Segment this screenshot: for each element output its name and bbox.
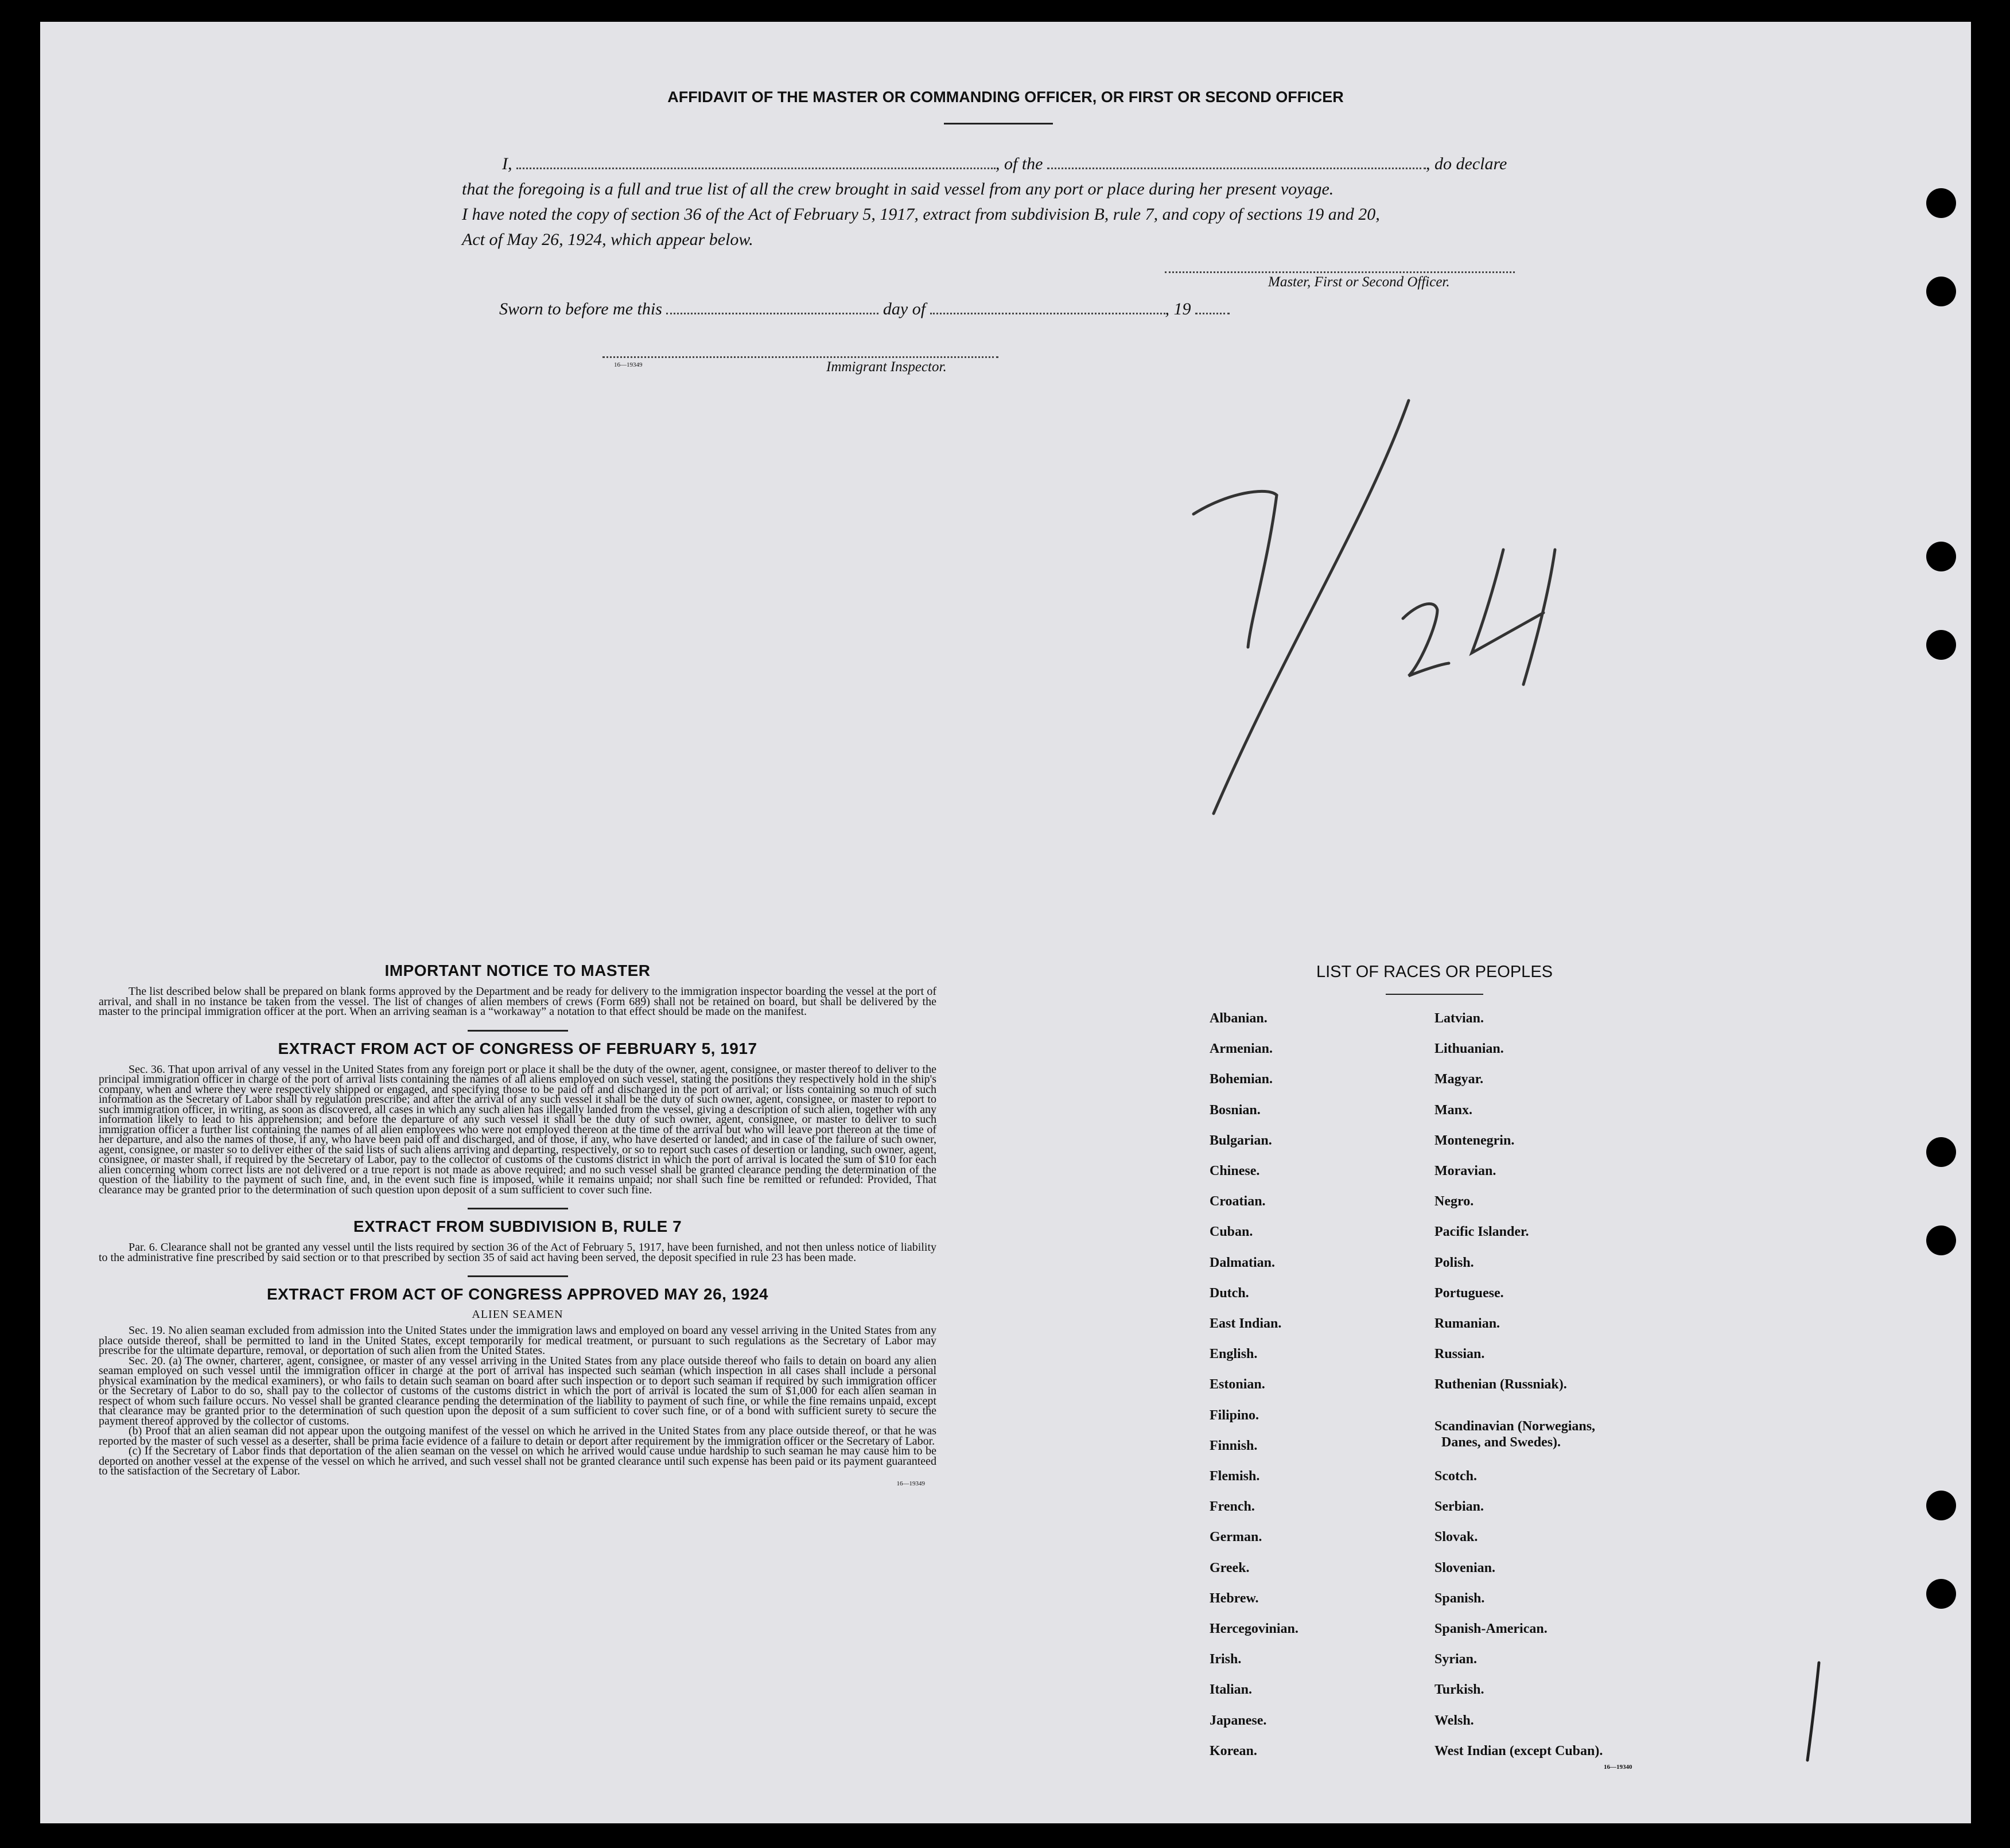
race-item: Scotch.	[1434, 1469, 1477, 1484]
divider	[468, 1208, 568, 1209]
extract-1917-text: Sec. 36. That upon arrival of any vessel in the United States from any foreign port or place it shall be the duty of the owner, agent, consignee, or master thereof to deliver to the principal immigration officer in charge of the port of arrival lists containing the names of all aliens employed on such vessel, stating the positions they respectively hold in the ship's company, when and where they were respectively shipped or engaged, and specifying those to be paid off and discharged in the port of arrival; or lists containing so much of such information as the Secretary of Labor shall by regulation prescribe; and after the arrival of any such vessel it shall be the duty of such owner, agent, consignee, or master to report to such immigration officer, in writing, as soon as discovered, all cases in which any such alien has illegally landed from the vessel, giving a description of such alien, together with any information likely to lead to his apprehension; and before the departure of any such vessel it shall be the duty of such owner, agent, consignee, or master to deliver to such immigration officer a further list containing the names of all alien employees who were not employed thereon at the time of the arrival but who will leave port thereon at the time of her departure, and also the names of those, if any, who have been paid off and discharged, and of those, if any, who have deserted or landed; and in case of the failure of such owner, agent, consignee, or master so to deliver either of the said lists of such aliens arriving and departing, respectively, or so to report such cases of desertion or landing, such owner, agent, consignee, or master shall, if required by the Secretary of Labor, pay to the collector of customs of the customs district in which the port of arrival is located the sum of $10 for each alien concerning whom correct lists are not delivered or a true report is not made as above required; and no such vessel shall be granted clearance pending the determination of the question of the liability to the payment of such fine, and, in the event such fine is imposed, while it remains unpaid; nor shall such fine be remitted or refunded: Provided, That clearance may be granted prior to the determination of such question upon deposit of a sum sufficient to cover such fine.	[99, 1063, 936, 1196]
declaration-line-4: Act of May 26, 1924, which appear below.	[462, 230, 753, 249]
race-item: Turkish.	[1434, 1682, 1484, 1698]
handwritten-date	[1182, 378, 1595, 825]
divider	[1386, 994, 1483, 995]
race-item: Moravian.	[1434, 1164, 1496, 1178]
race-item: Bosnian.	[1210, 1102, 1261, 1118]
extract-1924-title: EXTRACT FROM ACT OF CONGRESS APPROVED MAY 26, 1924	[267, 1285, 768, 1303]
race-item: West Indian (except Cuban).	[1434, 1743, 1603, 1758]
vessel-blank	[1047, 167, 1426, 169]
form-sheet	[40, 22, 1971, 1823]
race-item: Finnish.	[1210, 1438, 1258, 1453]
master-signature-line	[1165, 271, 1515, 273]
race-item-scandinavian	[1434, 1418, 1595, 1450]
extract-1924-subtitle: ALIEN SEAMEN	[472, 1308, 563, 1321]
race-item: Flemish.	[1210, 1469, 1260, 1484]
race-item: Negro.	[1434, 1194, 1474, 1209]
race-item: German.	[1210, 1530, 1262, 1545]
punch-hole	[1926, 277, 1956, 306]
race-item: Spanish-American.	[1434, 1621, 1548, 1636]
race-item: Welsh.	[1434, 1713, 1474, 1728]
race-item: Cuban.	[1210, 1224, 1253, 1240]
race-item: Latvian.	[1434, 1011, 1484, 1026]
master-signature-label: Master, First or Second Officer.	[1268, 274, 1450, 290]
inspector-label: Immigrant Inspector.	[826, 359, 947, 375]
affidavit-title: AFFIDAVIT OF THE MASTER OR COMMANDING OFFICER, OR FIRST OR SECOND OFFICER	[667, 88, 1344, 106]
race-item: East Indian.	[1210, 1316, 1282, 1331]
race-item: Ruthenian (Russniak).	[1434, 1377, 1567, 1392]
race-item: Chinese.	[1210, 1164, 1260, 1178]
race-item: Dalmatian.	[1210, 1255, 1275, 1270]
sworn-year-blank	[1195, 312, 1230, 314]
race-item: Irish.	[1210, 1652, 1242, 1667]
form-number: 16—19349	[614, 361, 643, 368]
sworn-line: Sworn to before me this day of , 19	[499, 299, 1230, 319]
punch-hole	[1926, 630, 1956, 660]
race-item: Bulgarian.	[1210, 1133, 1272, 1148]
race-item: Italian.	[1210, 1682, 1253, 1698]
race-item: Croatian.	[1210, 1194, 1266, 1209]
divider	[468, 1275, 568, 1277]
race-item: Pacific Islander.	[1434, 1224, 1529, 1240]
sec-20c-text: (c) If the Secretary of Labor finds that deportation of the alien seaman on the vessel on which he arrived would cause undue hardship to such seaman he may cause him to be deported on another vessel at the expense of the vessel on which he arrived, and such vessel shall not be granted clearance until such expense has been paid or its payment guaranteed to the satisfaction of the Secretary of Labor.	[99, 1445, 936, 1477]
form-number: 16—19340	[1604, 1764, 1632, 1771]
race-item-line: Scandinavian (Norwegians,	[1434, 1419, 1596, 1434]
race-item: Russian.	[1434, 1347, 1485, 1362]
punch-hole	[1926, 1225, 1956, 1255]
sec-19-text: Sec. 19. No alien seaman excluded from admission into the United States under the immigration laws and employed on board any vessel arriving in the United States from any place outside thereof, shall be permitted to land in the United States, except temporarily for medical treatment, or pursuant to such regulations as the Secretary of Labor may prescribe for the ultimate departure, removal, or deportation of such alien from the United States.	[99, 1324, 936, 1357]
race-item: Bohemian.	[1210, 1072, 1273, 1087]
punch-hole	[1926, 188, 1956, 218]
punch-hole	[1926, 1579, 1956, 1609]
race-item-line: Danes, and Swedes).	[1441, 1435, 1561, 1450]
inspector-signature-line	[602, 356, 998, 358]
race-item: Spanish.	[1434, 1590, 1485, 1606]
declaration-line-3: I have noted the copy of section 36 of the Act of February 5, 1917, extract from subdivision B, rule 7, and copy of sections 19 and 20,	[462, 205, 1380, 224]
name-blank	[516, 167, 996, 169]
divider	[468, 1030, 568, 1032]
declaration-line-1: I, , of the , do declare	[502, 154, 1507, 173]
race-item: English.	[1210, 1347, 1258, 1362]
race-item: Filipino.	[1210, 1407, 1259, 1423]
race-item: Armenian.	[1210, 1041, 1273, 1057]
notice-title: IMPORTANT NOTICE TO MASTER	[384, 962, 651, 979]
notice-text: The list described below shall be prepared on blank forms approved by the Department and be ready for delivery to the immigration inspector boarding the vessel at the port of arrival, and shall in no instance be taken from the vessel. The list of changes of alien members of crews (Form 689) shall not be retained on board, but shall be delivered by the master to the principal immigration officer at the port. When an arriving seaman is a “workaway” a notation to that effect should be made on the manifest.	[99, 985, 936, 1018]
races-title: LIST OF RACES OR PEOPLES	[1316, 963, 1553, 981]
handwritten-mark	[1796, 1657, 1825, 1772]
race-item: Portuguese.	[1434, 1285, 1504, 1301]
race-item: Slovak.	[1434, 1530, 1478, 1545]
punch-hole	[1926, 1137, 1956, 1167]
declaration-line-2: that the foregoing is a full and true list of all the crew brought in said vessel from any port or place during her present voyage.	[462, 180, 1334, 199]
rule-7-text: Par. 6. Clearance shall not be granted any vessel until the lists required by section 36 of the Act of February 5, 1917, have been furnished, and not then unless notice of liability to the administrative fine prescribed by said section or to that prescribed by section 35 of said act having been served, the deposit specified in rule 23 has been made.	[99, 1241, 936, 1264]
race-item: Slovenian.	[1434, 1560, 1496, 1575]
legal-extracts	[99, 962, 936, 1487]
sworn-month-blank	[930, 312, 1165, 314]
race-item: Hercegovinian.	[1210, 1621, 1298, 1636]
sec-20b-text: (b) Proof that an alien seaman did not appear upon the outgoing manifest of the vessel on which he arrived in the United States from any place outside thereof, or that he was reported by the master of such vessel as a deserter, shall be prima facie evidence of a failure to detain or deport after requirement by the immigration officer or the Secretary of Labor.	[99, 1425, 936, 1448]
race-item: Montenegrin.	[1434, 1133, 1515, 1148]
sec-20a-text: Sec. 20. (a) The owner, charterer, agent, consignee, or master of any vessel arriving in the United States from any place outside thereof who fails to detain on board any alien seaman employed on such vessel until the immigration officer in charge at the port of arrival has inspected such seaman (which inspection in all cases shall include a personal physical examination by the medical examiners), or who fails to detain such seaman on board after such inspection or to deport such seaman if required by such immigration officer or the Secretary of Labor to do so, shall pay to the collector of customs of the customs district in which the port of arrival is located the sum of $1,000 for each alien seaman in respect of whom such failure occurs. No vessel shall be granted clearance pending the determination of the liability to payment of such fine, or while the fine remains unpaid, except that clearance may be granted prior to the determination of such question upon the deposit of a sum sufficient to cover such fine, or of a bond with sufficient surety to secure the payment thereof approved by the collector of customs.	[99, 1354, 936, 1427]
race-item: Estonian.	[1210, 1377, 1265, 1392]
punch-hole	[1926, 542, 1956, 571]
race-item: Lithuanian.	[1434, 1041, 1504, 1057]
race-item: Polish.	[1434, 1255, 1474, 1270]
race-item: Rumanian.	[1434, 1316, 1500, 1331]
race-item: Japanese.	[1210, 1713, 1267, 1728]
race-item: Korean.	[1210, 1743, 1257, 1758]
rule-7-title: EXTRACT FROM SUBDIVISION B, RULE 7	[353, 1217, 682, 1235]
divider	[944, 123, 1053, 125]
race-item: Magyar.	[1434, 1072, 1484, 1087]
race-item: Manx.	[1434, 1102, 1472, 1118]
punch-hole	[1926, 1491, 1956, 1520]
race-item: Greek.	[1210, 1560, 1250, 1575]
sworn-day-blank	[666, 312, 878, 314]
race-item: Albanian.	[1210, 1011, 1268, 1026]
race-item: Serbian.	[1434, 1499, 1484, 1515]
race-item: French.	[1210, 1499, 1255, 1515]
affidavit-declaration	[462, 151, 1575, 252]
extract-1917-title: EXTRACT FROM ACT OF CONGRESS OF FEBRUARY 5, 1917	[278, 1039, 757, 1057]
race-item: Syrian.	[1434, 1652, 1478, 1667]
form-number: 16—19349	[896, 1480, 925, 1487]
race-item: Dutch.	[1210, 1285, 1249, 1301]
race-item: Hebrew.	[1210, 1590, 1259, 1606]
